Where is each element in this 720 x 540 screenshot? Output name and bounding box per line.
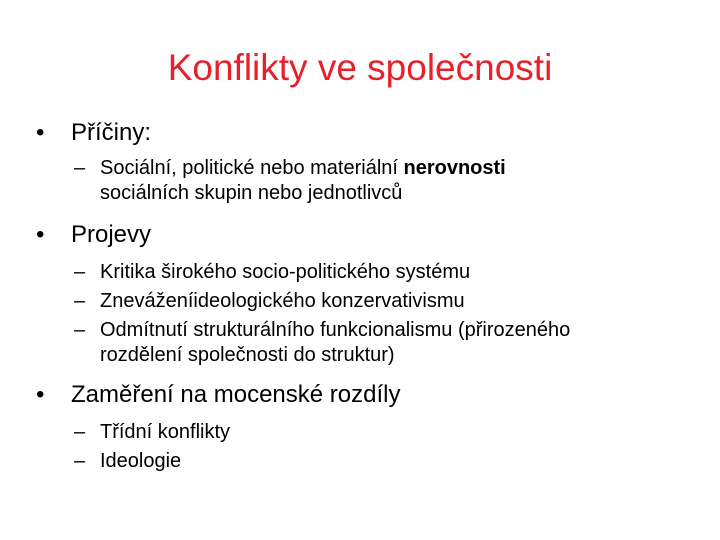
subitem-text: Sociální, politické nebo materiální	[100, 157, 404, 179]
subitem-text-continuation: rozdělení společnosti do struktur)	[100, 344, 395, 366]
subitem-manifestation-2	[36, 289, 696, 314]
bullet-item-causes	[36, 118, 696, 148]
bullet-label: Zaměření na mocenské rozdíly	[71, 381, 401, 408]
bullet-icon: •	[36, 381, 45, 408]
subitem-text: Třídní konflikty	[100, 421, 231, 443]
dash-icon: –	[74, 261, 86, 283]
dash-icon: –	[74, 421, 86, 443]
slide-title: Konflikty ve společnosti	[167, 47, 553, 88]
dash-icon: –	[74, 290, 86, 312]
bullet-item-manifestations	[36, 220, 696, 250]
bullet-item-power-differences	[36, 380, 696, 410]
bullet-label: Příčiny:	[71, 119, 152, 146]
subitem-text-continuation: sociálních skupin nebo jednotlivců	[100, 182, 403, 204]
subitem-text: Odmítnutí strukturálního funkcionalismu (přirozeného	[100, 319, 571, 341]
subitem-class-conflicts	[36, 420, 696, 445]
subitem-manifestation-1	[36, 260, 696, 285]
dash-icon: –	[74, 157, 86, 179]
bullet-label: Projevy	[71, 221, 152, 248]
dash-icon: –	[74, 450, 86, 472]
subitem-causes-inequality	[36, 156, 696, 181]
subitem-manifestation-3	[36, 318, 696, 343]
subitem-causes-inequality-cont	[36, 181, 696, 206]
subitem-bold-text: nerovnosti	[403, 157, 506, 179]
subitem-text: Ideologie	[100, 450, 182, 472]
subitem-manifestation-3-cont	[36, 343, 696, 368]
bullet-icon: •	[36, 221, 45, 248]
subitem-ideology	[36, 449, 696, 474]
dash-icon: –	[74, 319, 86, 341]
bullet-icon: •	[36, 119, 45, 146]
slide-content	[36, 118, 696, 474]
subitem-text: Kritika širokého socio-politického systému	[100, 261, 471, 283]
subitem-text: Zneváženíideologického konzervativismu	[100, 290, 465, 312]
